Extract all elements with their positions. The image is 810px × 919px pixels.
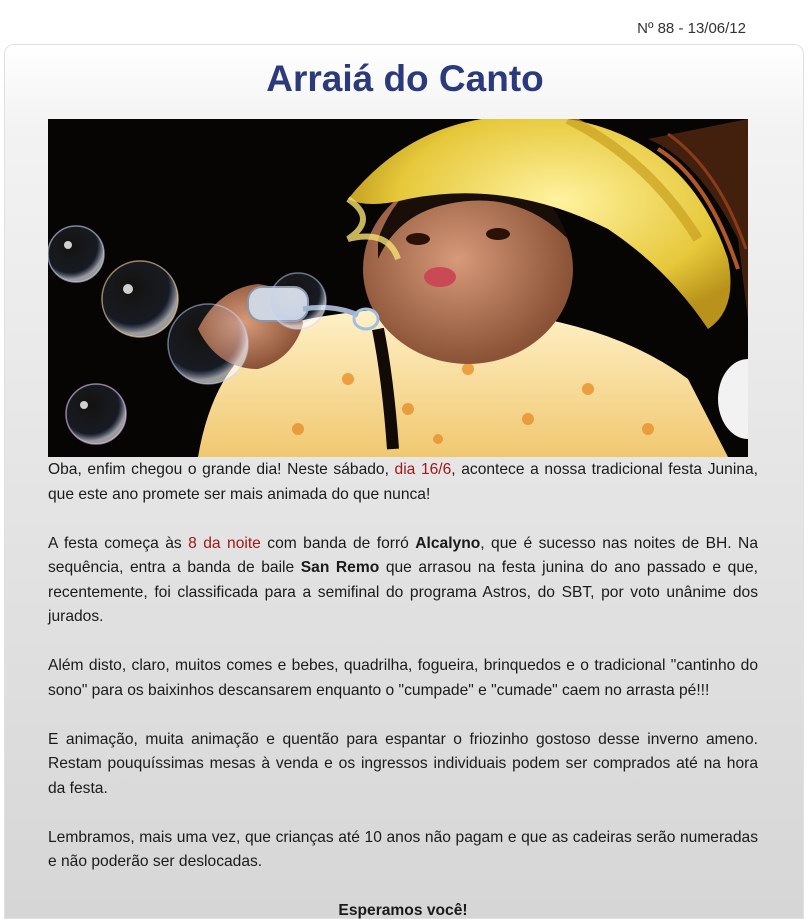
paragraph-attractions: Além disto, claro, muitos comes e bebes, quadrilha, fogueira, brinquedos e o tradicional "cantinho do sono" para os baixinhos descansarem enquanto o "cumpade" e "cumade" caem no arrasta pé!!!	[48, 657, 758, 699]
paragraph-schedule: A festa começa às 8 da noite com banda de forró Alcalyno, que é sucesso nas noites de BH. Na sequência, entra a banda de baile San Remo que arrasou na festa junina do ano passado e que, recentemente, foi classificada para a semifinal do programa Astros, do SBT, por voto unânime dos jurados.	[48, 534, 758, 625]
paragraph-rules: Lembramos, mais uma vez, que crianças até 10 anos não pagam e que as cadeiras serão numeradas e não poderão ser deslocadas.	[48, 828, 758, 870]
paragraph-intro: Oba, enfim chegou o grande dia! Neste sábado, dia 16/6, acontece a nossa tradicional festa Junina, que este ano promete ser mais animada do que nunca!	[48, 461, 758, 503]
hero-photo-girl-blowing-bubbles	[48, 119, 748, 457]
paragraph-tickets: E animação, muita animação e quentão para espantar o friozinho gostoso desse inverno ameno. Restam pouquíssimas mesas à venda e os ingressos individuais podem ser comprados até na hora da festa.	[48, 730, 758, 797]
issue-number-date: Nº 88 - 13/06/12	[637, 20, 746, 37]
band-name-alcalyno: Alcalyno	[415, 534, 481, 552]
closing-message: Esperamos você!	[338, 902, 468, 919]
highlight-time: 8 da noite	[188, 534, 261, 552]
band-name-san-remo: San Remo	[300, 559, 380, 576]
highlight-date: dia 16/6	[394, 461, 452, 478]
page-title: Arraiá do Canto	[266, 58, 544, 99]
article-body	[48, 458, 758, 919]
